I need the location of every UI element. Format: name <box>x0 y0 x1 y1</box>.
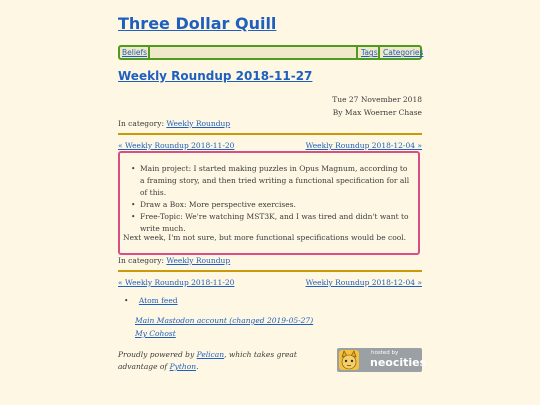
post-title[interactable]: Weekly Roundup 2018-11-27 <box>118 69 313 83</box>
post-date: Tue 27 November 2018 <box>332 95 422 104</box>
post-category-top <box>118 119 230 128</box>
nav-bar <box>118 45 422 60</box>
mastodon-link[interactable]: Main Mastodon account (changed 2019-05-27) <box>135 316 314 325</box>
powered-by <box>118 349 338 373</box>
post-category-bottom <box>118 256 230 265</box>
badge-small-text: hosted by <box>371 350 399 356</box>
roundup-list <box>130 163 410 235</box>
nav-separator <box>378 47 380 58</box>
powered-text: , which takes great advantage of <box>118 350 297 371</box>
nav-separator <box>356 47 358 58</box>
powered-text: Proudly powered by <box>118 350 197 359</box>
post-byline: By Max Woerner Chase <box>332 108 422 117</box>
next-post-link[interactable]: Weekly Roundup 2018-12-04 » <box>305 278 422 287</box>
list-item: • Free-Topic: We're watching MST3K, and I was tired and didn't want to write much. <box>131 212 409 233</box>
prev-post-link[interactable]: « Weekly Roundup 2018-11-20 <box>118 141 235 150</box>
divider <box>118 133 422 135</box>
atom-feed-link[interactable]: Atom feed <box>138 296 178 305</box>
category-prefix: In category: <box>118 119 164 128</box>
pelican-link[interactable]: Pelican <box>196 350 225 359</box>
neocities-badge[interactable] <box>337 348 427 372</box>
site-title[interactable]: Three Dollar Quill <box>118 14 277 33</box>
cohost-link[interactable]: My Cohost <box>135 329 176 338</box>
nav-item-tags[interactable]: Tags <box>361 48 378 57</box>
nav-item-beliefs[interactable]: Beliefs <box>122 48 148 57</box>
category-link[interactable]: Weekly Roundup <box>166 256 231 265</box>
nav-item-categories[interactable]: Categories <box>383 48 424 57</box>
list-item: • Draw a Box: More perspective exercises. <box>131 200 296 209</box>
next-post-link[interactable]: Weekly Roundup 2018-12-04 » <box>305 141 422 150</box>
category-link[interactable]: Weekly Roundup <box>166 119 231 128</box>
python-link[interactable]: Python <box>169 362 197 371</box>
cat-icon <box>339 350 359 370</box>
list-item: • Main project: I started making puzzles in Opus Magnum, according to a framing story, and then tried writing a functional specification for all of this. <box>131 164 410 197</box>
post-content <box>118 151 420 255</box>
category-prefix: In category: <box>118 256 164 265</box>
prev-post-link[interactable]: « Weekly Roundup 2018-11-20 <box>118 278 235 287</box>
closing-text: Next week, I'm not sure, but more functional specifications would be cool. <box>123 233 407 242</box>
powered-text: . <box>196 362 199 371</box>
list-bullet: • <box>124 296 129 305</box>
divider <box>118 270 422 272</box>
feed-list <box>124 296 178 305</box>
nav-separator <box>148 47 150 58</box>
badge-brand: neocities <box>370 356 427 369</box>
